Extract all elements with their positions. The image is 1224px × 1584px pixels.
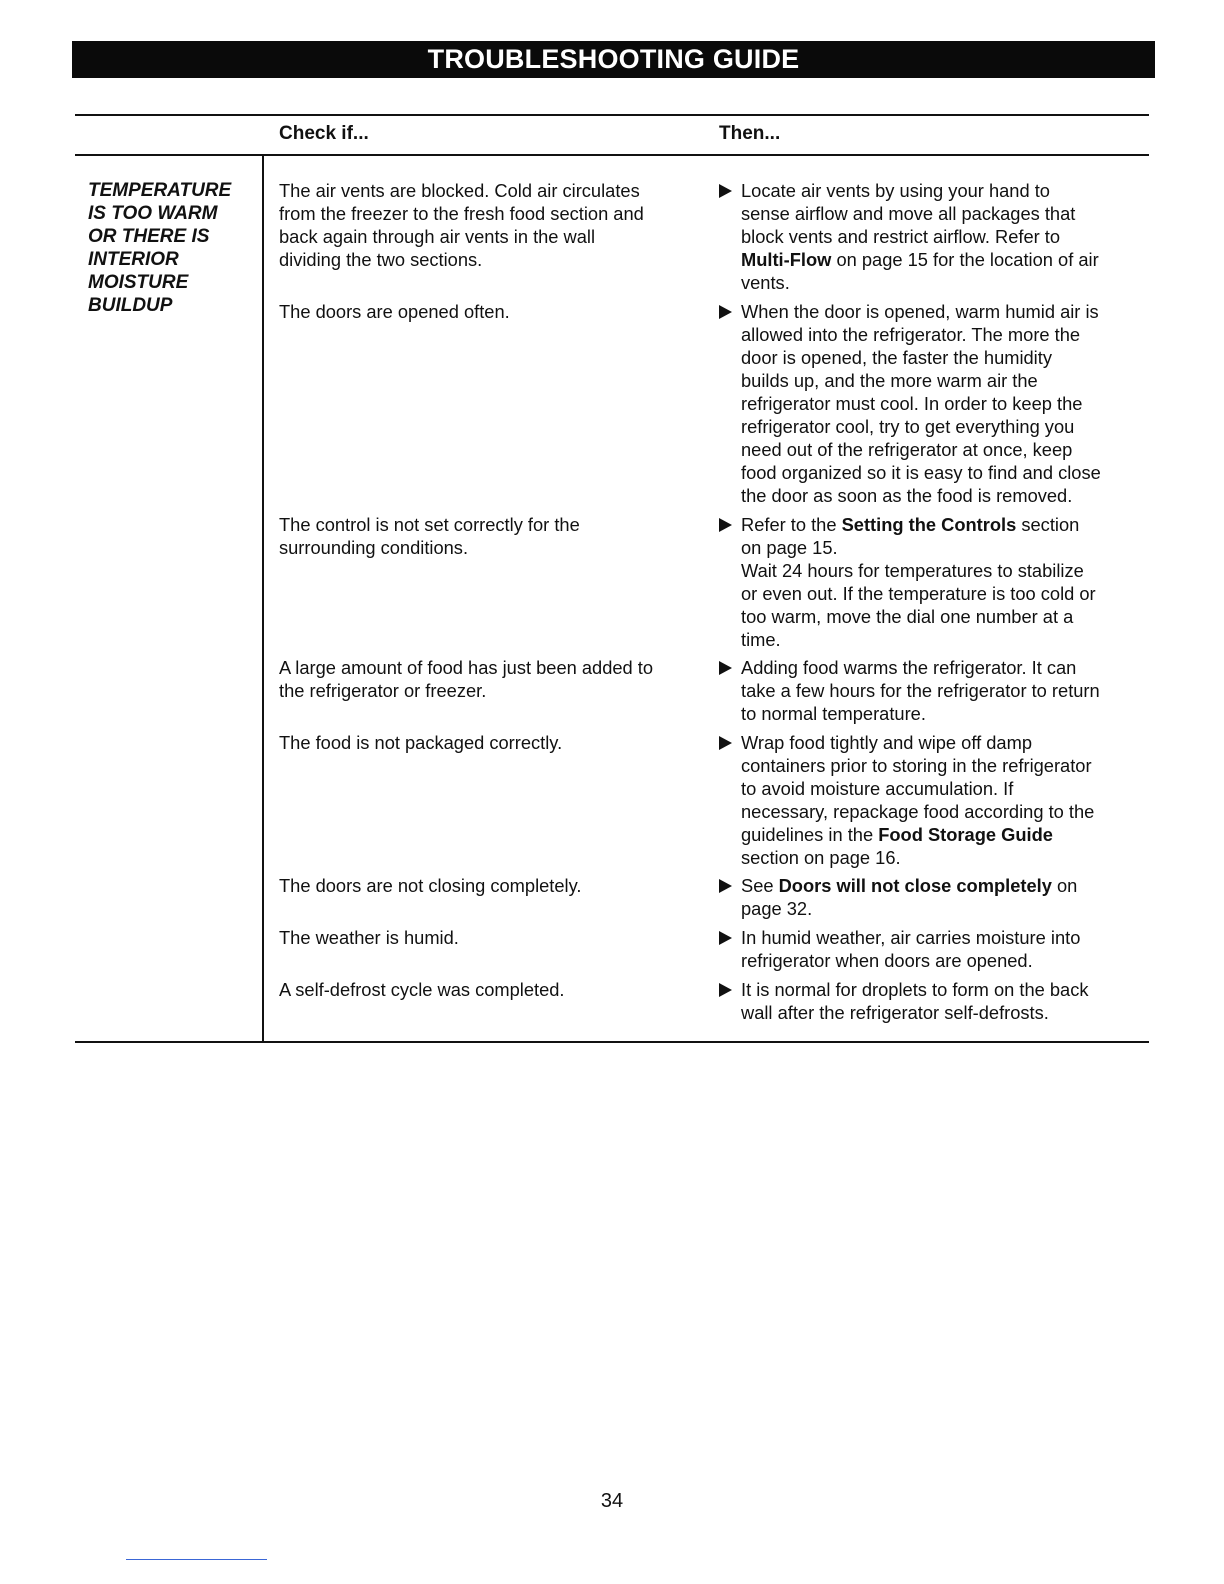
then-action-line: necessary, repackage food according to the	[741, 801, 1095, 822]
then-action-line: door is opened, the faster the humidity	[741, 347, 1052, 368]
check-if-line: surrounding conditions.	[279, 537, 469, 558]
then-action-text	[741, 731, 1161, 869]
play-arrow-bullet-icon	[719, 661, 732, 675]
then-action-text	[741, 300, 1161, 507]
check-if-text	[279, 300, 704, 323]
then-action-line: to normal temperature.	[741, 703, 926, 724]
page-banner-title: TROUBLESHOOTING GUIDE	[72, 41, 1155, 78]
check-if-text	[279, 978, 704, 1001]
then-action-text	[741, 513, 1161, 651]
bold-reference: Multi-Flow	[741, 249, 832, 270]
then-action-text	[741, 656, 1161, 725]
then-action-line: Adding food warms the refrigerator. It can	[741, 657, 1077, 678]
then-action-line: It is normal for droplets to form on the back	[741, 979, 1089, 1000]
bold-reference: Doors will not close completely	[778, 875, 1052, 896]
play-arrow-bullet-icon	[719, 305, 732, 319]
column-header-then: Then...	[719, 123, 781, 144]
then-action-line: to avoid moisture accumulation. If	[741, 778, 1014, 799]
then-action-text	[741, 978, 1161, 1024]
play-arrow-bullet-icon	[719, 184, 732, 198]
check-if-text	[279, 874, 704, 897]
then-action-line: food organized so it is easy to find and close	[741, 462, 1101, 483]
section-title-line: BUILDUP	[88, 295, 173, 316]
section-title	[88, 179, 258, 317]
then-action-text	[741, 874, 1161, 920]
check-if-text	[279, 731, 704, 754]
then-action-line: refrigerator must cool. In order to keep the	[741, 393, 1083, 414]
play-arrow-bullet-icon	[719, 931, 732, 945]
check-if-line: The doors are not closing completely.	[279, 875, 582, 896]
then-action-line: vents.	[741, 272, 790, 293]
section-title-line: TEMPERATURE	[88, 180, 232, 201]
check-if-line: The air vents are blocked. Cold air circulates	[279, 180, 640, 201]
page-number: 34	[600, 1490, 624, 1512]
table-bottom-rule	[75, 1041, 1149, 1043]
bold-reference: Setting the Controls	[841, 514, 1017, 535]
check-if-line: The weather is humid.	[279, 927, 459, 948]
then-action-line: section on page 16.	[741, 847, 901, 868]
then-action-line: Multi-Flow on page 15 for the location of air	[741, 249, 1099, 270]
footer-link-underline[interactable]	[126, 1559, 267, 1560]
then-action-line: refrigerator when doors are opened.	[741, 950, 1033, 971]
check-if-line: The food is not packaged correctly.	[279, 732, 563, 753]
check-if-text	[279, 926, 704, 949]
play-arrow-bullet-icon	[719, 518, 732, 532]
then-action-line: page 32.	[741, 898, 813, 919]
then-action-line: Wrap food tightly and wipe off damp	[741, 732, 1032, 753]
check-if-line: back again through air vents in the wall	[279, 226, 596, 247]
section-title-line: IS TOO WARM	[88, 203, 218, 224]
section-title-line: OR THERE IS	[88, 226, 210, 247]
section-title-line: MOISTURE	[88, 272, 189, 293]
table-header-rule	[75, 154, 1149, 156]
bold-reference: Food Storage Guide	[878, 824, 1053, 845]
then-action-text	[741, 926, 1161, 972]
then-action-line: wall after the refrigerator self-defrosts.	[741, 1002, 1049, 1023]
then-action-line: Wait 24 hours for temperatures to stabilize	[741, 560, 1084, 581]
then-action-line: block vents and restrict airflow. Refer to	[741, 226, 1061, 247]
then-action-line: take a few hours for the refrigerator to return	[741, 680, 1100, 701]
then-action-line: on page 15.	[741, 537, 838, 558]
check-if-line: the refrigerator or freezer.	[279, 680, 487, 701]
then-action-line: containers prior to storing in the refrigerator	[741, 755, 1092, 776]
play-arrow-bullet-icon	[719, 879, 732, 893]
column-divider	[262, 156, 264, 1042]
play-arrow-bullet-icon	[719, 983, 732, 997]
check-if-line: from the freezer to the fresh food section and	[279, 203, 644, 224]
then-action-line: need out of the refrigerator at once, keep	[741, 439, 1073, 460]
check-if-line: The control is not set correctly for the	[279, 514, 580, 535]
check-if-line: A self-defrost cycle was completed.	[279, 979, 565, 1000]
then-action-line: too warm, move the dial one number at a	[741, 606, 1074, 627]
then-action-line: the door as soon as the food is removed.	[741, 485, 1073, 506]
check-if-line: dividing the two sections.	[279, 249, 483, 270]
then-action-line: In humid weather, air carries moisture into	[741, 927, 1081, 948]
then-action-line: refrigerator cool, try to get everything you	[741, 416, 1075, 437]
column-header-check: Check if...	[279, 123, 369, 144]
check-if-text	[279, 656, 704, 702]
check-if-line: A large amount of food has just been added to	[279, 657, 654, 678]
then-action-line: allowed into the refrigerator. The more the	[741, 324, 1081, 345]
then-action-text	[741, 179, 1161, 294]
then-action-line: Locate air vents by using your hand to	[741, 180, 1050, 201]
then-action-line: builds up, and the more warm air the	[741, 370, 1038, 391]
then-action-line: time.	[741, 629, 781, 650]
play-arrow-bullet-icon	[719, 736, 732, 750]
then-action-line: or even out. If the temperature is too cold or	[741, 583, 1096, 604]
table-top-rule	[75, 114, 1149, 116]
then-action-line: When the door is opened, warm humid air is	[741, 301, 1099, 322]
check-if-line: The doors are opened often.	[279, 301, 510, 322]
then-action-line: sense airflow and move all packages that	[741, 203, 1076, 224]
then-action-line: guidelines in the Food Storage Guide	[741, 824, 1053, 845]
then-action-line: See Doors will not close completely on	[741, 875, 1078, 896]
section-title-line: INTERIOR	[88, 249, 179, 270]
check-if-text	[279, 179, 704, 271]
then-action-line: Refer to the Setting the Controls section	[741, 514, 1080, 535]
check-if-text	[279, 513, 704, 559]
